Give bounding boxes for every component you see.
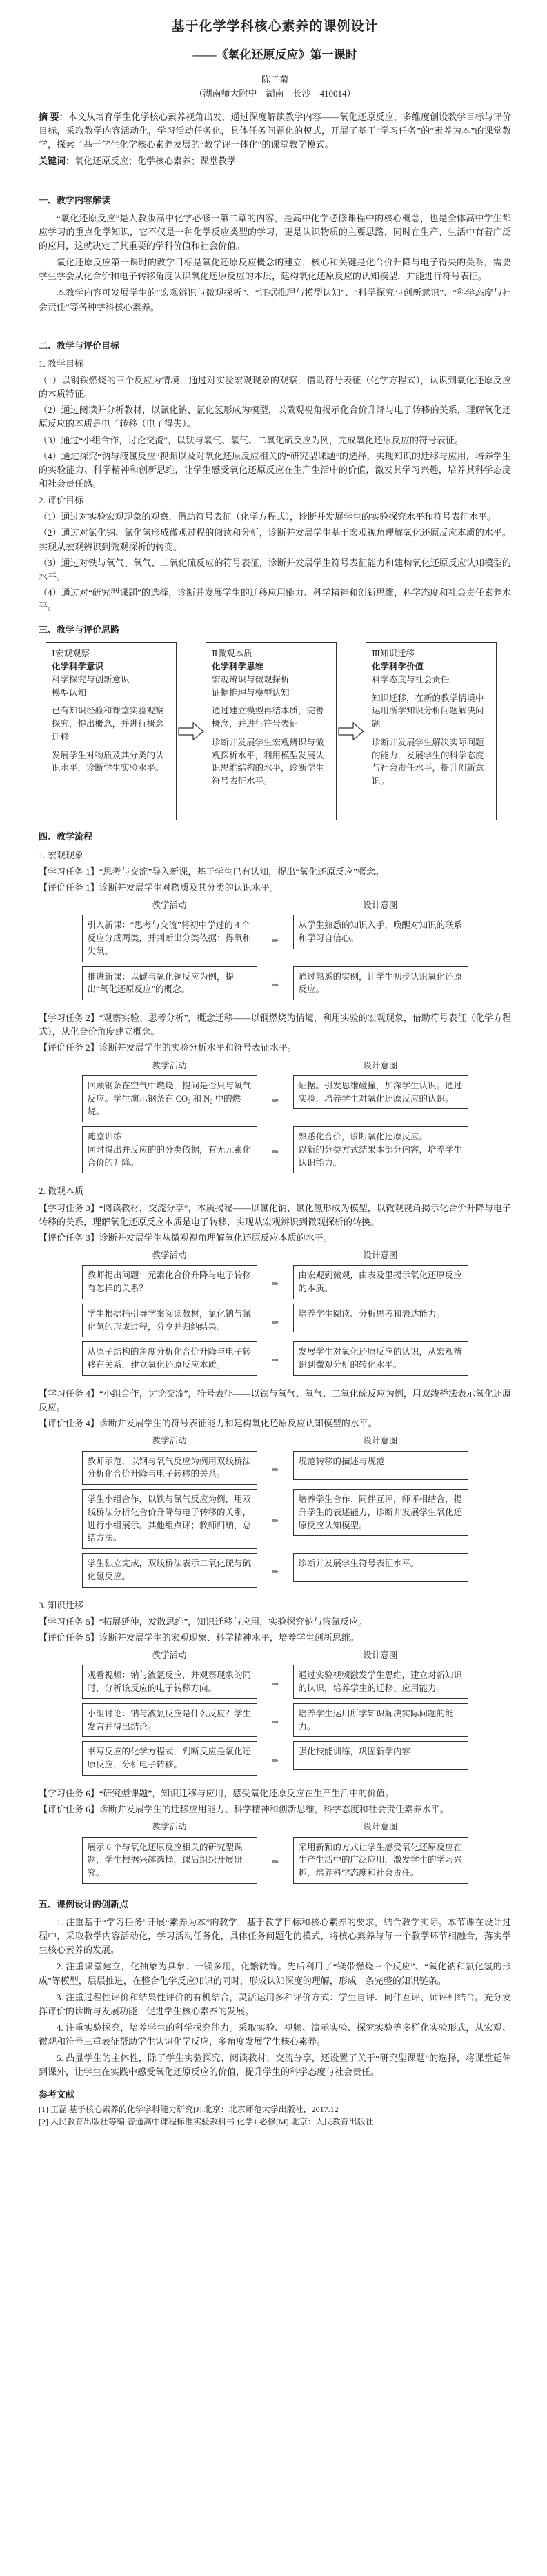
design-cell: 通过熟悉的实例，让学生初步认识氧化还原反应。 (293, 966, 468, 1001)
idea-line: 已有知识经验和课堂实验观察探究，提出概念，并进行概念迁移 (52, 706, 164, 742)
evaluation-task: 【评价任务 1】诊断并发展学生对物质及其分类的认识水平。 (39, 882, 279, 893)
design-cell: 规范转移的描述与规范 (293, 1451, 468, 1480)
right-arrow-icon: ⇒ (271, 935, 279, 945)
activity-cell: 回顾钢条在空气中燃烧，提问是否只与氧气反应。学生演示钢条在 CO₂ 和 N₂ 中的燃烧。 (82, 1075, 257, 1122)
evaluation-goal: （2）通过对氯化钠、氯化氢形成微观过程的阅读和分析，诊断并发展学生基于宏观视角理解氧化还原反应本质的水平。实现从宏观辨识到微观探析的转变。 (39, 527, 511, 552)
right-arrow-icon: ⇒ (271, 1567, 279, 1577)
subsection-heading: 3. 知识迁移 (39, 1599, 84, 1610)
design-cell: 强化技能训练，巩固新学内容 (293, 1741, 468, 1770)
idea-number: Ⅰ宏观观察 (52, 649, 90, 659)
author-affiliation: （湖南师大附中 湖南 长沙 410014） (194, 88, 356, 99)
column-header-activity: 教学活动 (152, 1060, 187, 1071)
keywords-text: 氧化还原反应；化学核心素养；课堂教学 (74, 156, 237, 167)
idea-heading: 化学科学价值 (372, 662, 424, 672)
right-arrow-icon: ⇒ (271, 1095, 279, 1106)
design-cell: 发展学生对氧化还原反应的认识，从宏观辨识到微观分析的转化水平。 (293, 1341, 468, 1376)
teaching-goal: （2）通过阅读并分析教材，以氯化钠、氯化氢形成为模型，以微观视角揭示化合价升降与电子转移的关系，理解氧化还原反应的本质是电子转移（电子得失）。 (39, 405, 511, 429)
design-cell: 通过实验视频激发学生思维，建立对新知识的认识，培养学生的迁移、应用能力。 (293, 1665, 468, 1699)
paragraph: 本教学内容可发展学生的“宏观辨识与微观探析”、“证据推理与模型认知”、“科学探究与创新意识”、“科学态度与社会责任”等各种学科核心素养。 (39, 287, 511, 312)
idea-line: 证据推理与模型认知 (212, 687, 290, 698)
right-arrow-icon: ⇒ (271, 1515, 279, 1525)
subsection-heading: 1. 宏观现象 (39, 849, 84, 860)
idea-spacer (372, 687, 490, 692)
learning-task: 【学习任务 2】“观察实验、思考分析”，概念迁移——以钢燃烧为情境，利用实验的宏观现象，借助符号表征（化学方程式），从化合价角度建立概念。 (39, 1013, 511, 1037)
idea-spacer (52, 744, 170, 749)
subsection-heading: 2. 评价目标 (39, 495, 84, 506)
abstract-label: 摘 要： (39, 112, 68, 123)
column-header-design: 设计意图 (363, 1436, 398, 1446)
idea-heading: 化学科学思维 (212, 662, 264, 672)
idea-line: 宏观辨识与微观探析 (212, 674, 290, 684)
innovation-point: 1. 注重基于“学习任务”开展“素养为本”的教学，基于教学目标和核心素养的要求，结合教学实际。本节课在设计过程中，采取教学内容活动化，学习活动任务化，具体任务问题化的模式，将核心素养与每一个教学环节相融合，落实学生核心素养的发展。 (39, 1916, 511, 1956)
activity-cell: 展示 6 个与氧化还原反应相关的研究型课题，学生根据兴趣选择，课后组织开展研究。 (82, 1837, 257, 1884)
right-arrow-icon: ⇒ (271, 980, 279, 990)
design-cell: 证据。引发思维碰撞，加深学生认识。通过实验，培养学生对氧化还原反应的认识。 (293, 1075, 468, 1110)
keywords-label: 关键词： (39, 156, 75, 167)
evaluation-goal: （3）通过对铁与氧气、氧气、二氧化硫反应的符号表征，诊断并发展学生符号表征能力和建构氧化还原反应认知模型的水平。 (39, 557, 511, 582)
design-cell: 由宏观到微观，由表及里揭示氧化还原反应的本质。 (293, 1265, 468, 1299)
right-arrow-icon: ⇒ (271, 1755, 279, 1765)
design-cell: 诊断并发展学生符号表征水平。 (293, 1553, 468, 1582)
activity-cell: 学生小组合作，以铁与氯气反应为例，用双线桥法分析化合价升降与电子转移的关系，进行小组展示。其他组点评；教师归纳，总结方法。 (82, 1489, 257, 1549)
right-arrow-icon: ⇒ (271, 1857, 279, 1867)
right-arrow-icon: ⇒ (271, 1679, 279, 1689)
design-cell: 熟悉化合价，诊断氧化还原反应。 以新的分类方式结果本部分内容，培养学生认识能力。 (293, 1126, 468, 1173)
idea-line: 发展学生对物质及其分类的认识水平，诊断学生实验水平。 (52, 750, 164, 773)
right-arrow-icon: ⇒ (271, 1146, 279, 1157)
idea-box-micro (206, 642, 337, 820)
idea-line: 科学探究与创新意识 (52, 674, 130, 684)
abstract-text: 本文从培育学生化学核心素养视角出发，通过深度解读教学内容——氧化还原反应，多维度创设教学目标与评价目标，采取教学内容活动化，学习活动任务化，具体任务问题化的模式，开展了基于“学习任务”的“素养为本”的课堂教学，探索了基于学生化学核心素养发展的“教学评一体化”的课堂教学模式。 (39, 112, 511, 150)
idea-spacer (52, 699, 170, 704)
idea-number: Ⅲ知识迁移 (372, 649, 415, 659)
process-table-5 (82, 1647, 468, 1780)
innovation-point: 2. 注重课堂建立，化抽象为具象：一镁多用，化繁就简。先后利用了“镁带燃烧三个反应”、“氧化钠和氯化氢的形成”等模型，层层推进，在整合化学反应知识的同时，形成认知深度的理解，形成一条完整的知识链条。 (39, 1961, 511, 1986)
process-table-4 (82, 1433, 468, 1591)
section-heading: 五、课例设计的创新点 (39, 1898, 129, 1909)
column-header-activity: 教学活动 (152, 1436, 187, 1446)
column-header-design: 设计意图 (363, 1650, 398, 1661)
activity-cell: 引入新课：“思考与交流”将初中学过的 4 个反应分成两类，并判断出分类依据：得氧和失氧。 (82, 915, 257, 962)
activity-cell: 从原子结构的角度分析化合价升降与电子转移在关系，建立氧化还原反应本质。 (82, 1341, 257, 1376)
idea-box-macro (46, 642, 177, 820)
idea-spacer (372, 731, 490, 736)
column-header-activity: 教学活动 (152, 1822, 187, 1832)
section-heading: 三、教学与评价思路 (39, 625, 120, 636)
idea-line: 诊断并发展学生解决实际问题的能力，发展学生的科学态度与社会责任水平，提升创新意识。 (372, 737, 484, 787)
idea-line: 科学态度与社会责任 (372, 674, 450, 684)
column-header-design: 设计意图 (363, 900, 398, 910)
innovation-point: 5. 凸显学生的主体性，除了学生实验探究、阅读教材、交流分享，还设置了关于“研究型课题”的选择，将课堂延伸到课外，让学生在实践中感受氧化还原反应的价值，提升学生的科学态度与社会责任。 (39, 2053, 511, 2078)
learning-task: 【学习任务 6】“研究型课题”，知识迁移与应用，感受氧化还原反应在生产生活中的价值。 (39, 1787, 395, 1798)
column-header-activity: 教学活动 (152, 1250, 187, 1260)
activity-cell: 随堂训练 同时得出并反应的的分类依据，有无元素化合价的升降。 (82, 1126, 257, 1173)
design-cell: 采用新颖的方式让学生感受氧化还原反应在生产生活中的广泛应用，激发学生的学习兴趣，培养科学态度和社会责任。 (293, 1837, 468, 1884)
idea-number: Ⅱ微观本质 (212, 649, 252, 659)
column-header-design: 设计意图 (363, 1060, 398, 1071)
learning-task: 【学习任务 5】“拓展延伸，发散思维”，知识迁移与应用，实验探究钠与液氯反应。 (39, 1616, 368, 1627)
idea-spacer (212, 699, 330, 704)
right-arrow-icon: ⇒ (271, 1279, 279, 1289)
column-header-design: 设计意图 (363, 1822, 398, 1832)
evaluation-task: 【评价任务 6】诊断并发展学生的迁移应用能力、科学精神和创新思维，科学态度和社会责任素养水平。 (39, 1804, 449, 1815)
section-heading: 一、教学内容解读 (39, 194, 111, 205)
right-arrow-icon (177, 722, 206, 740)
section-heading: 四、教学流程 (39, 831, 93, 842)
idea-line: 通过建立模型再结本质，完善概念，并进行符号表征 (212, 706, 324, 729)
process-table-3 (82, 1248, 468, 1380)
design-cell: 培养学生阅读、分析思考和表达能力。 (293, 1304, 468, 1332)
activity-cell: 观看视频：钠与液氯反应，并观察现象的同时，分析该反应的电子转移方向。 (82, 1665, 257, 1699)
activity-cell: 教师提出问题：元素化合价升降与电子转移有怎样的关系？ (82, 1265, 257, 1299)
activity-cell: 教师示范，以钢与氧气反应为例用双线桥法分析化合价升降与电子转移的关系。 (82, 1451, 257, 1485)
process-table-6 (82, 1819, 468, 1888)
right-arrow-icon: ⇒ (271, 1355, 279, 1366)
author-name: 陈子菊 (261, 74, 288, 85)
teaching-goal: （4）通过探究“钠与液氯反应”视频以及对氧化还原反应相关的“研究型课题”的选择，实现知识的迁移与应用，培养学生的实验能力、科学精神和创新思维，让学生感受氧化还原反应在生产生活中的价值，激发其学习兴趣，培养其科学态度和社会责任感。 (39, 450, 511, 489)
design-idea-diagram (46, 642, 511, 820)
learning-task: 【学习任务 4】“小组合作，讨论交流”，符号表征——以铁与氧气、氧气、二氧化硫反应为例，用双线桥法表示氧化还原反应。 (39, 1388, 511, 1412)
activity-cell: 小组讨论：钠与液氯反应是什么反应？学生发言并得出结论。 (82, 1703, 257, 1738)
idea-line: 模型认知 (52, 687, 87, 698)
paragraph: “氧化还原反应”是人教版高中化学必修一第二章的内容，是高中化学必修课程中的核心概念，也是全体高中学生都应学习的重点化学知识，它不仅是一种化学反应类型的学习，更是认识物质的主要思路，同时在生产、生活中有着广泛的应用，这就决定了其重要的学科价值和社会价值。 (39, 212, 511, 252)
learning-task: 【学习任务 3】“阅读教材，交流分享”，本质揭秘——以氯化钠、氯化氢形成为模型，以微观视角揭示化合价升降与电子转移的关系，理解氧化还原反应本质是电子转移，实现从宏观辨识到微观探析的转换。 (39, 1202, 511, 1227)
subsection-heading: 2. 微观本质 (39, 1186, 84, 1197)
design-cell: 培养学生合作、同伴互评，师评相结合，提升学生的表述能力，诊断并发展学生氧化还原反应认知模型。 (293, 1489, 468, 1536)
evaluation-task: 【评价任务 5】诊断并发展学生的宏观现象、科学精神水平，培养学生创新思维。 (39, 1632, 359, 1643)
design-cell: 从学生熟悉的知识入手，唤醒对知识的联系和学习自信心。 (293, 915, 468, 949)
paragraph: 氧化还原反应第一课时的教学目标是氧化还原反应概念的建立，核心和关键是化合价升降与电子得失的关系，需要学生学会从化合价和电子转移角度认识氧化还原反应的本质，建构氧化还原反应的认知模型，并能进行符号表征。 (39, 257, 511, 282)
idea-line: 知识迁移，在新的教学情境中运用所学知识分析问题解决问题 (372, 693, 484, 729)
process-table-1 (82, 897, 468, 1004)
section-heading: 二、教学与评价目标 (39, 340, 120, 351)
evaluation-task: 【评价任务 4】诊断并发展学生的符号表征能力和建构氧化还原反应认知模型的水平。 (39, 1418, 377, 1429)
activity-cell: 推进新课：以碳与氧化铜反应为例，提出“氧化还原反应”的概念。 (82, 966, 257, 1001)
reference-item: [1] 王磊.基于核心素养的化学学科能力研究[J].北京：北京师范大学出版社，2017.12 (39, 2104, 339, 2114)
teaching-goal: （3）通过“小组合作，讨论交流”，以铁与氧气、氧气、二氧化硫反应为例，完成氧化还原反应的符号表征。 (39, 434, 464, 445)
subsection-heading: 1. 教学目标 (39, 358, 84, 369)
design-cell: 培养学生运用所学知识解决实际问题的能力。 (293, 1703, 468, 1738)
activity-cell: 学生独立完成，双线桥法表示二氧化硫与硫化氢反应。 (82, 1553, 257, 1588)
right-arrow-icon: ⇒ (271, 1717, 279, 1727)
idea-heading: 化学科学意识 (52, 662, 104, 672)
column-header-design: 设计意图 (363, 1250, 398, 1260)
references-heading: 参考文献 (39, 2089, 75, 2100)
idea-box-transfer (366, 642, 497, 820)
evaluation-task: 【评价任务 3】诊断并发展学生从微观视角理解氧化还原反应本质的水平。 (39, 1232, 332, 1243)
innovation-point: 3. 注重过程性评价和结果性评价的有机结合，灵活运用多种评价方式：学生自评、同伴互评、师评相结合。充分发挥评价的诊断与发展功能，促进学生核心素养的发展。 (39, 1991, 511, 2016)
idea-spacer (212, 731, 330, 736)
idea-line: 诊断并发展学生宏观辨识与微观探析水平，利用模型发展认识思维结构的水平，诊断学生符号表征水平。 (212, 737, 324, 787)
reference-item: [2] 人民教育出版社等编.普通高中课程标准实验教科书 化学1 必修[M].北京：人民教育出版社 (39, 2117, 374, 2127)
column-header-activity: 教学活动 (152, 1650, 187, 1661)
abstract (39, 110, 511, 152)
doc-title: 基于化学学科核心素养的课例设计 (171, 19, 379, 34)
right-arrow-icon: ⇒ (271, 1464, 279, 1474)
right-arrow-icon: ⇒ (271, 1317, 279, 1327)
activity-cell: 学生根据指引导学案阅读教材，氯化钠与氯化氢的形成过程，分享并归纳结果。 (82, 1304, 257, 1338)
doc-subtitle: ——《氧化还原反应》第一课时 (192, 48, 357, 62)
activity-cell: 书写反应的化学方程式，判断反应是氧化还原反应，分析电子转移。 (82, 1741, 257, 1776)
innovation-point: 4. 注重实验探究，培养学生的科学探究能力。采取实验、视频、演示实验、探究实验等多样化实验形式，从宏观、微观和符号三重表征帮助学生认识化学反应，多角度发展学生核心素养。 (39, 2022, 511, 2047)
evaluation-goal: （1）通过对实验宏观现象的观察，借助符号表征（化学方程式），诊断并发展学生的实验探究水平和符号表征水平。 (39, 511, 497, 523)
learning-task: 【学习任务 1】“思考与交流”导入新课，基于学生已有认知，提出“氧化还原反应”概念。 (39, 866, 384, 877)
evaluation-goal: （4）通过对“研究型课题”的选择，诊断并发展学生的迁移应用能力、科学精神和创新思维，科学态度和社会责任素养水平。 (39, 587, 511, 612)
column-header-activity: 教学活动 (152, 900, 187, 910)
teaching-goal: （1）以钢铁燃烧的三个反应为情境，通过对实验宏观现象的观察，借助符号表征（化学方程式），认识到氧化还原反应的本质特征。 (39, 375, 511, 400)
right-arrow-icon (337, 722, 366, 740)
evaluation-task: 【评价任务 2】诊断并发展学生的实验分析水平和符号表征水平。 (39, 1042, 297, 1053)
keywords (39, 154, 511, 168)
process-table-2 (82, 1058, 468, 1178)
